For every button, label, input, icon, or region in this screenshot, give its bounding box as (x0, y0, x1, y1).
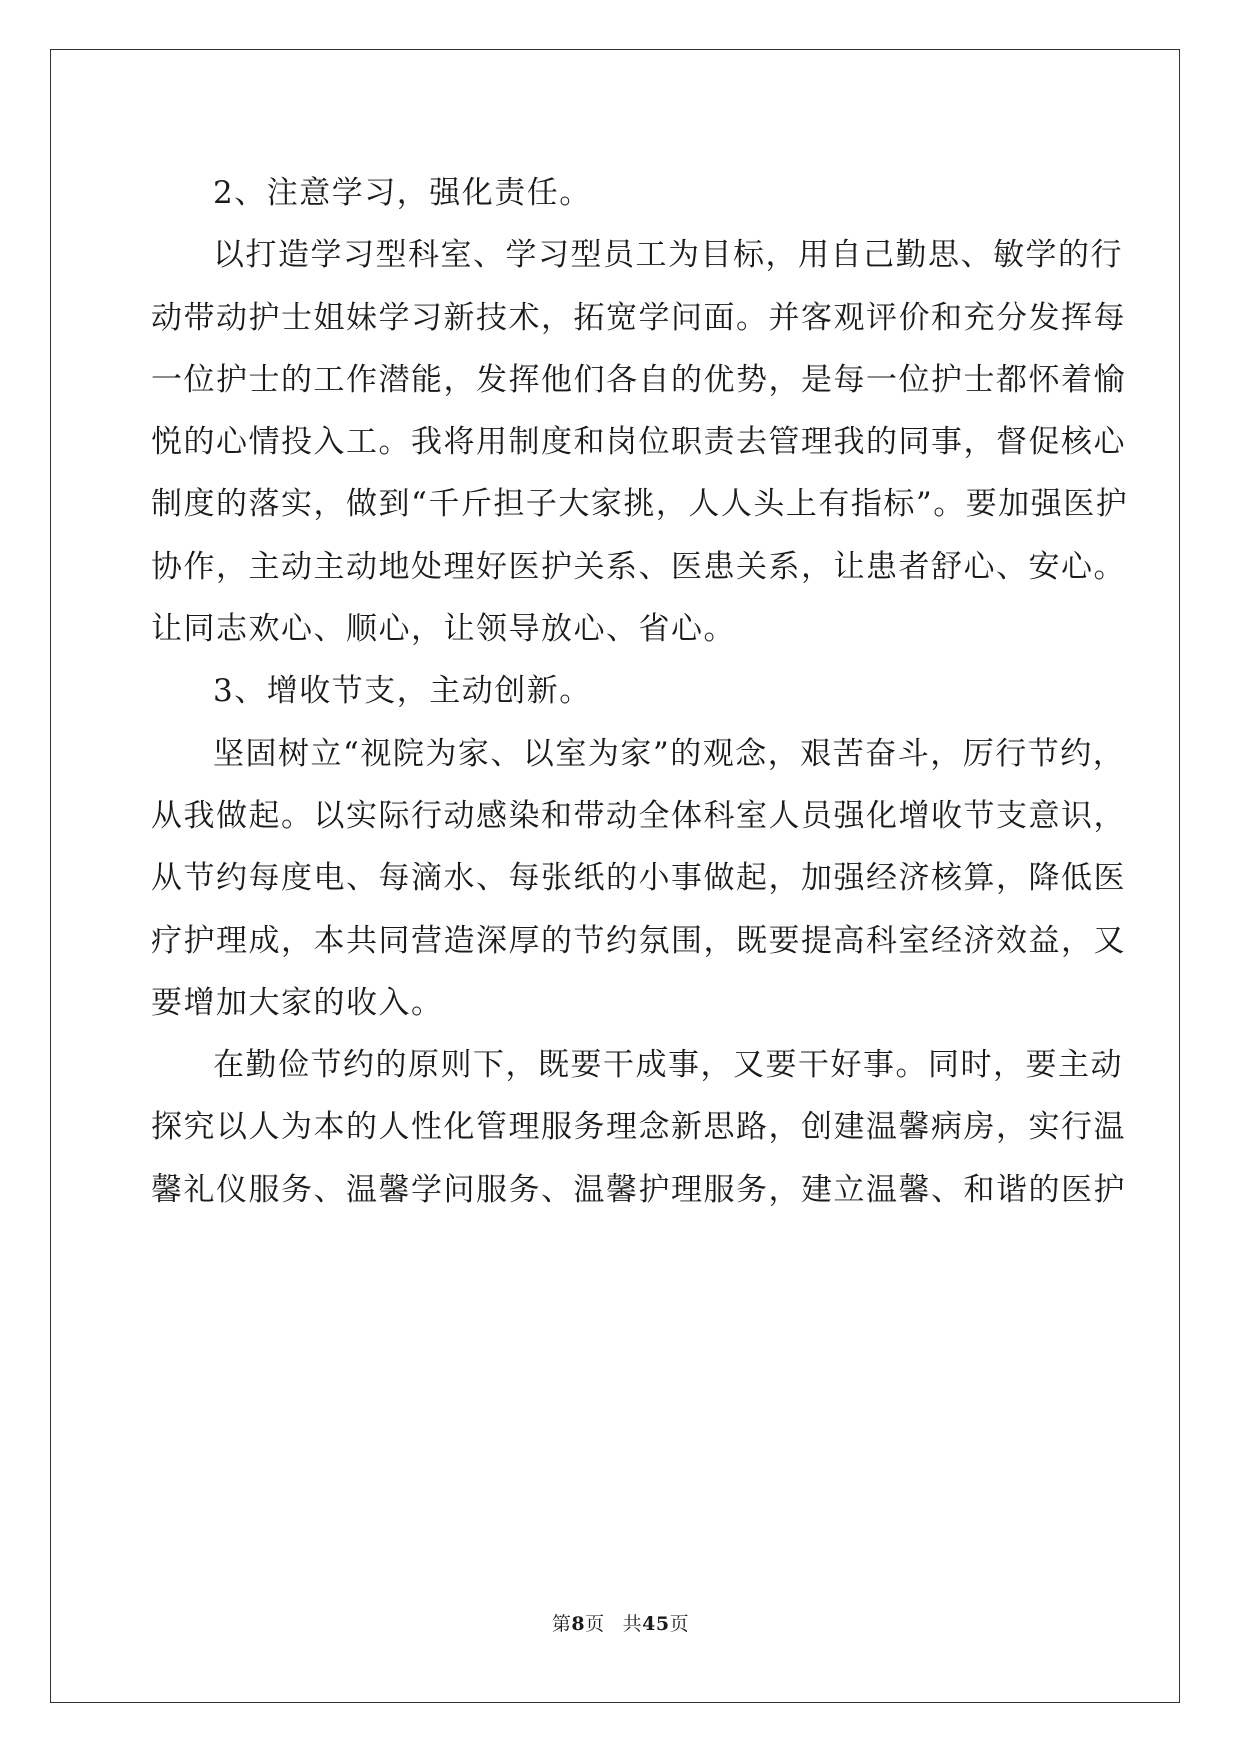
paragraph-line: 一位护士的工作潜能，发挥他们各自的优势，是每一位护士都怀着愉 (151, 361, 1126, 398)
section-heading-3: 3、增收节支，主动创新。 (213, 673, 592, 710)
page-prefix: 第 (551, 1613, 572, 1635)
paragraph-line: 从我做起。以实际行动感染和带动全体科室人员强化增收节支意识， (151, 797, 1126, 834)
paragraph-line: 让同志欢心、顺心，让领导放心、省心。 (151, 611, 736, 648)
document-body (151, 162, 1129, 1221)
page-footer (0, 1609, 1241, 1636)
paragraph-line: 馨礼仪服务、温馨学问服务、温馨护理服务，建立温馨、和谐的医护 (151, 1171, 1126, 1208)
total-prefix: 共 (622, 1613, 643, 1635)
paragraph-line: 以打造学习型科室、学习型员工为目标，用自己勤思、敏学的行 (213, 237, 1123, 274)
paragraph-line: 要增加大家的收入。 (151, 984, 444, 1021)
paragraph-line: 从节约每度电、每滴水、每张纸的小事做起，加强经济核算，降低医 (151, 860, 1126, 897)
page-number: 8 (571, 1613, 586, 1635)
paragraph-line: 探究以人为本的人性化管理服务理念新思路，创建温馨病房，实行温 (151, 1109, 1126, 1146)
paragraph-line: 协作，主动主动地处理好医护关系、医患关系，让患者舒心、安心。 (151, 548, 1126, 585)
paragraph-line: 悦的心情投入工。我将用制度和岗位职责去管理我的同事，督促核心 (151, 424, 1126, 461)
paragraph-line: 在勤俭节约的原则下，既要干成事，又要干好事。同时，要主动 (213, 1047, 1123, 1084)
total-pages: 45 (642, 1613, 670, 1635)
page-unit: 页 (585, 1613, 605, 1635)
paragraph-line: 动带动护士姐妹学习新技术，拓宽学问面。并客观评价和充分发挥每 (151, 299, 1126, 336)
paragraph-line: 坚固树立“视院为家、以室为家”的观念，艰苦奋斗，厉行节约， (213, 735, 1126, 772)
paragraph-line: 疗护理成，本共同营造深厚的节约氛围，既要提高科室经济效益，又 (151, 922, 1126, 959)
paragraph-line: 制度的落实，做到“千斤担子大家挑，人人头上有指标”。要加强医护 (151, 486, 1129, 523)
section-heading-2: 2、注意学习，强化责任。 (213, 175, 592, 211)
total-unit: 页 (669, 1613, 690, 1635)
